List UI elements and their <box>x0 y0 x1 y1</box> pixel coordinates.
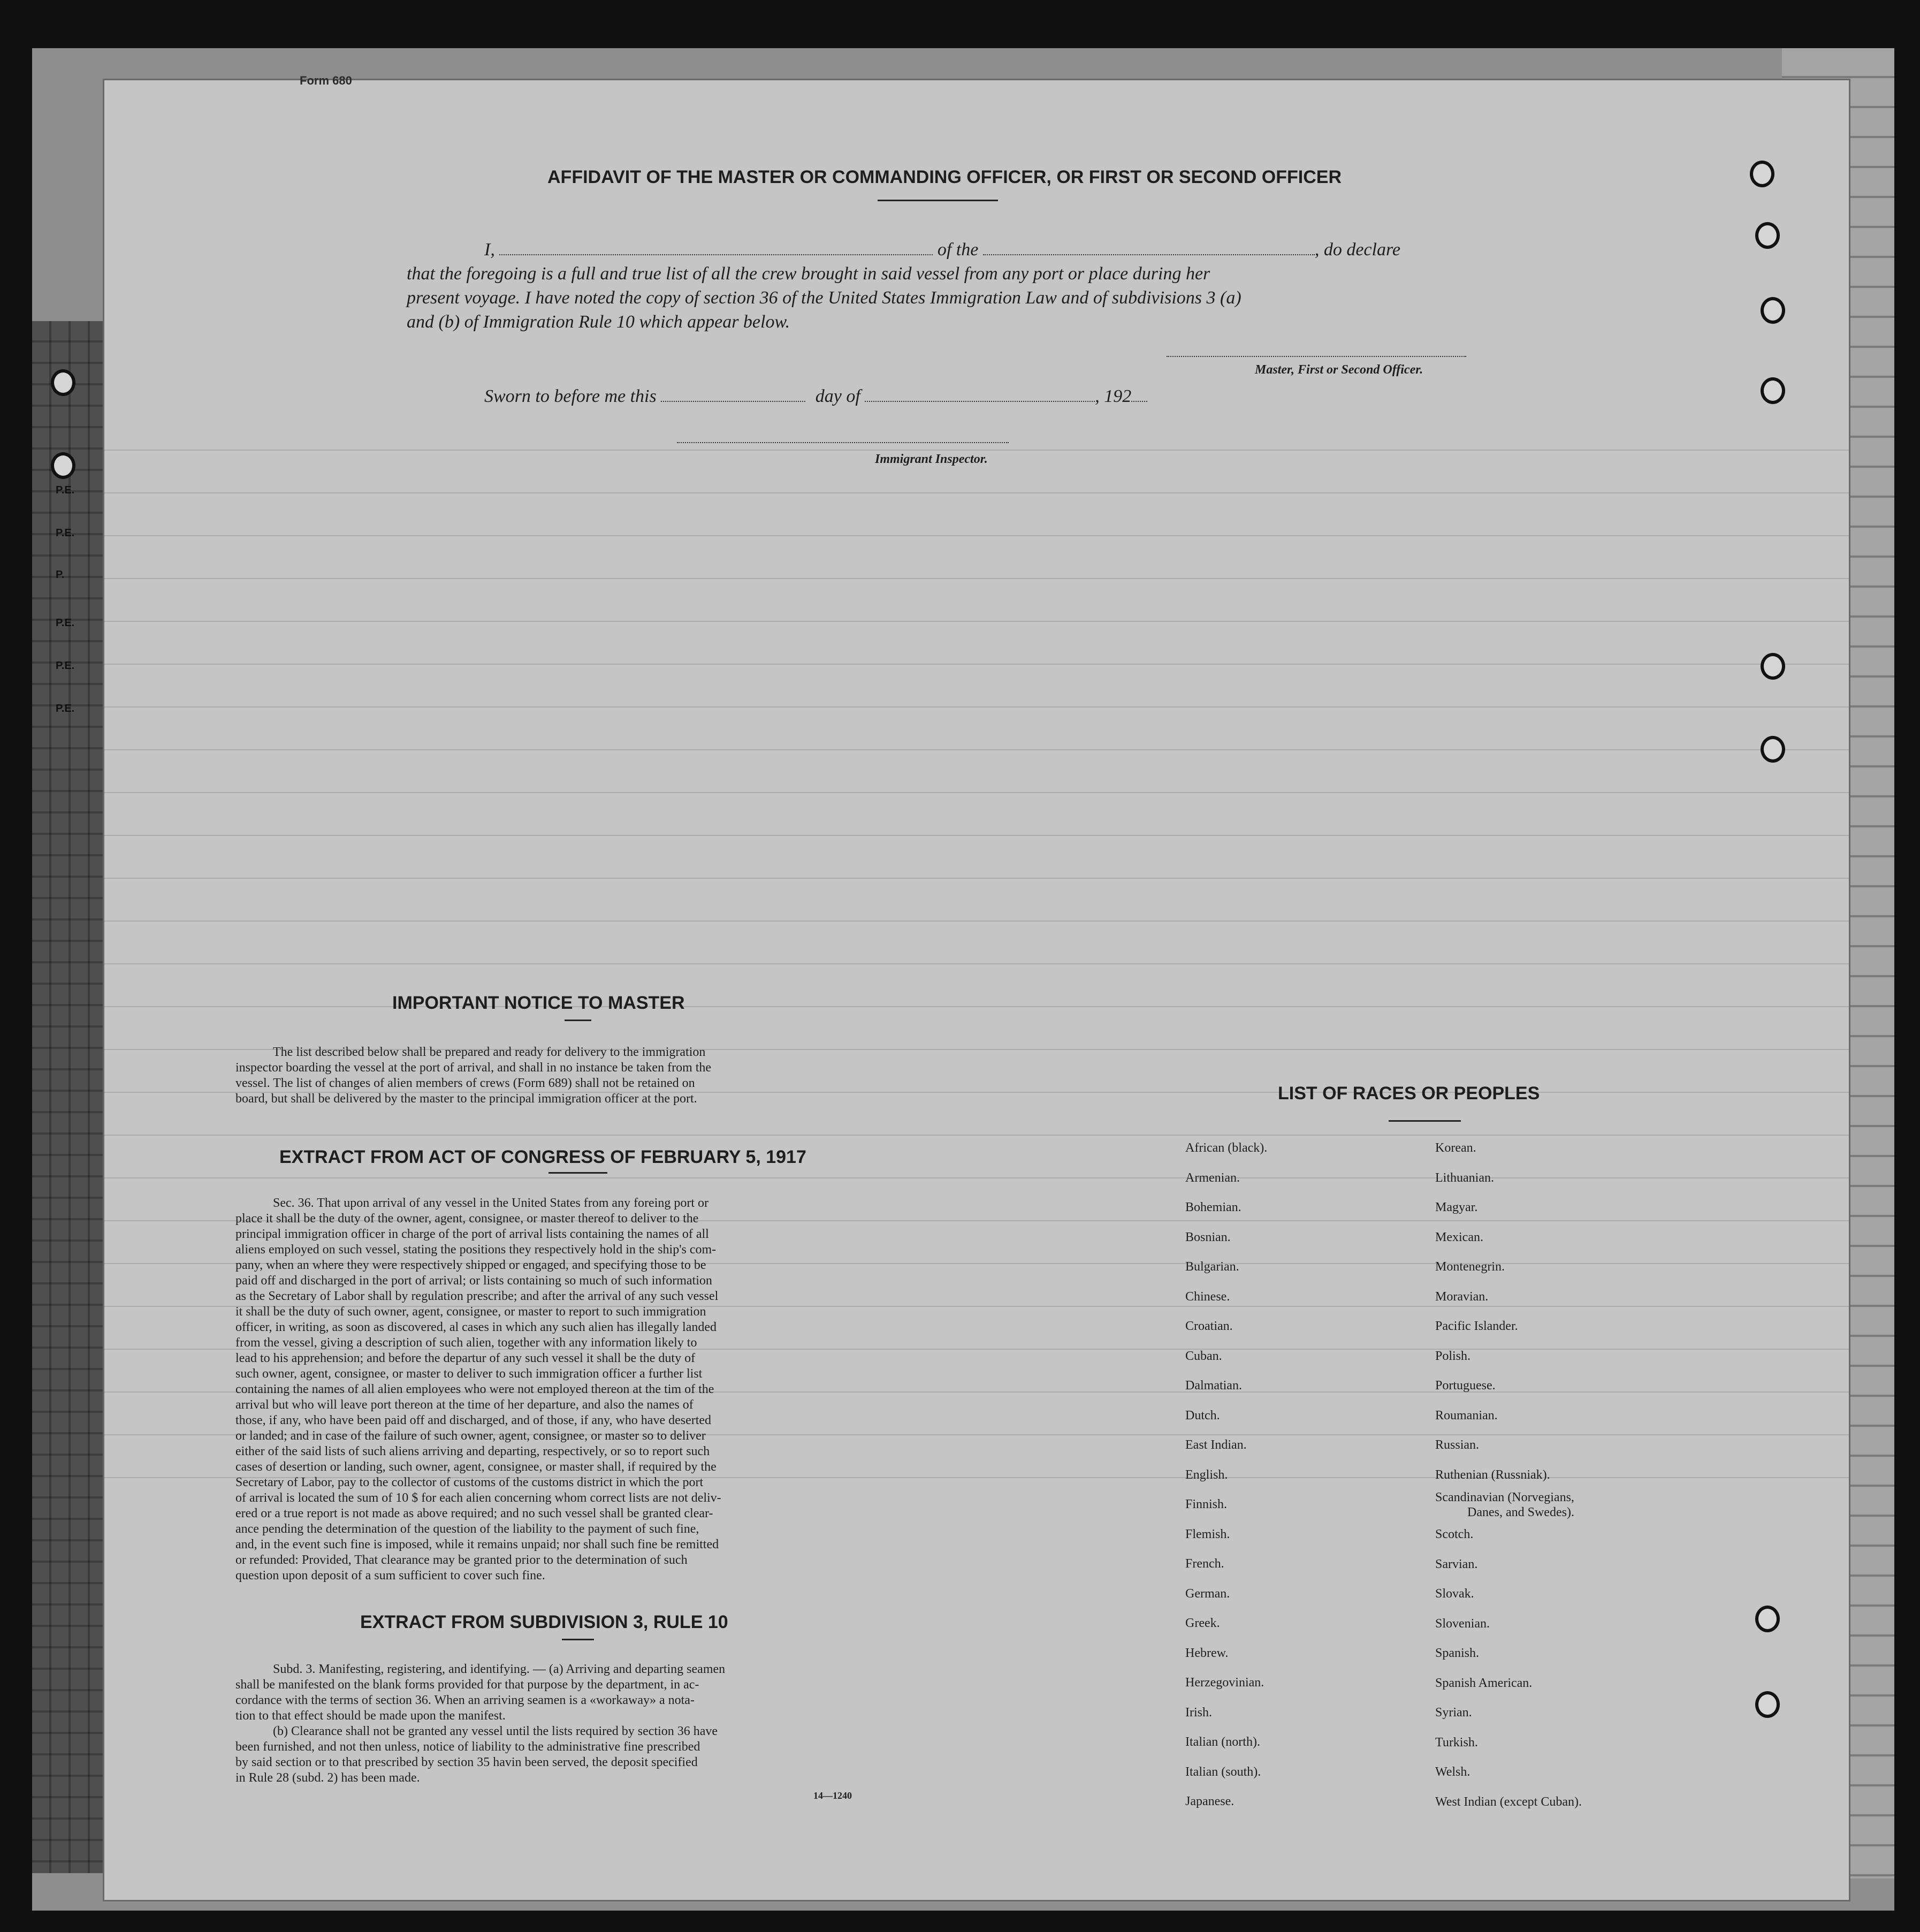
act-line: question upon deposit of a sum sufficient to cover such fine. <box>235 1569 545 1583</box>
race-item: Herzegovinian. <box>1185 1676 1264 1690</box>
race-item: French. <box>1185 1557 1224 1571</box>
rule-line: tion to that effect should be made upon the manifest. <box>235 1709 506 1723</box>
margin-mark: P.E. <box>56 660 75 672</box>
punch-hole-icon <box>1755 222 1780 249</box>
race-item: Flemish. <box>1185 1527 1230 1541</box>
rule-line: by said section or to that prescribed by section 35 havin been served, the deposit specified <box>235 1755 698 1769</box>
punch-hole-icon <box>1755 1691 1780 1718</box>
race-item: Russian. <box>1435 1438 1480 1452</box>
notice-line: vessel. The list of changes of alien members of crews (Form 689) shall not be retained on <box>235 1076 695 1090</box>
race-item: Chinese. <box>1185 1289 1230 1304</box>
margin-mark: P.E. <box>56 484 75 496</box>
act-line: from the vessel, giving a description of such alien, together with any information likely to <box>235 1336 697 1350</box>
rule-divider <box>562 1639 594 1640</box>
title-divider <box>878 200 998 201</box>
race-item: Ruthenian (Russniak). <box>1435 1467 1550 1482</box>
declaration-i: I, <box>484 240 495 260</box>
act-line: those, if any, who have been paid off and discharged, and of those, if any, who have deserted <box>235 1413 712 1427</box>
punch-hole-icon <box>1755 1606 1780 1632</box>
act-extract-heading: EXTRACT FROM ACT OF CONGRESS OF FEBRUARY 5, 1917 <box>279 1147 806 1167</box>
form-number: Form 680 <box>300 74 352 87</box>
margin-mark: P.E. <box>56 527 75 539</box>
sworn-day-field[interactable] <box>661 401 805 402</box>
act-divider <box>548 1172 607 1174</box>
race-item: Bohemian. <box>1185 1200 1241 1214</box>
sworn-line <box>484 384 1147 409</box>
race-item: Spanish. <box>1435 1646 1480 1660</box>
race-item: Italian (south). <box>1185 1764 1261 1779</box>
race-item: Lithuanian. <box>1435 1170 1494 1185</box>
race-item: Armenian. <box>1185 1170 1240 1185</box>
declaration-of-the: of the <box>937 240 979 260</box>
punch-hole-icon <box>1761 377 1785 404</box>
rule-line: shall be manifested on the blank forms provided for that purpose by the department, in ac- <box>235 1678 699 1692</box>
race-item: Cuban. <box>1185 1349 1222 1363</box>
act-line: lead to his apprehension; and before the departur of any such vessel it shall be the duty of <box>235 1351 696 1365</box>
act-line: of arrival is located the sum of 10 $ for each alien concerning whom correct lists are not deliv- <box>235 1491 721 1505</box>
race-item: Scotch. <box>1435 1527 1474 1541</box>
act-line: it shall be the duty of such owner, agent, consignee, or master to report to such immigration <box>235 1305 706 1319</box>
race-item: Polish. <box>1435 1349 1471 1363</box>
act-line: as the Secretary of Labor shall by regulation prescribe; and after the arrival of any such vessel <box>235 1289 719 1303</box>
race-item: Moravian. <box>1435 1289 1489 1304</box>
race-item: Mexican. <box>1435 1230 1483 1244</box>
race-item: Turkish. <box>1435 1735 1478 1750</box>
race-item: Bulgarian. <box>1185 1260 1239 1274</box>
rule-line: (b) Clearance shall not be granted any vessel until the lists required by section 36 have <box>273 1724 718 1738</box>
race-item: Magyar. <box>1435 1200 1478 1214</box>
act-line: paid off and discharged in the port of arrival; or lists containing so much of such information <box>235 1274 712 1288</box>
races-divider <box>1389 1120 1461 1122</box>
race-item: Bosnian. <box>1185 1230 1231 1244</box>
race-item: Japanese. <box>1185 1794 1235 1808</box>
margin-mark: P.E. <box>56 703 75 714</box>
act-line: Sec. 36. That upon arrival of any vessel in the United States from any foreing port or <box>273 1196 709 1210</box>
sworn-year-field[interactable] <box>1131 401 1147 402</box>
race-item: Welsh. <box>1435 1765 1471 1779</box>
punch-hole-icon <box>1761 736 1785 763</box>
punch-hole-icon <box>1761 297 1785 324</box>
act-line: ered or a true report is not made as above required; and no such vessel shall be granted clear- <box>235 1507 713 1520</box>
race-item: Slovenian. <box>1435 1616 1490 1631</box>
declaration-line-3: present voyage. I have noted the copy of section 36 of the United States Immigration Law and of subdivisions 3 (a) <box>407 288 1241 308</box>
declaration-line-4: and (b) of Immigration Rule 10 which appear below. <box>407 312 790 332</box>
vessel-field[interactable] <box>983 254 1315 255</box>
bleed-through-table <box>104 450 1849 1788</box>
act-line: or refunded: Provided, That clearance may be granted prior to the determination of such <box>235 1553 688 1567</box>
rule-line: in Rule 28 (subd. 2) has been made. <box>235 1771 420 1785</box>
act-line: or landed; and in case of the failure of such owner, agent, consignee, or master so to deliver <box>235 1429 706 1443</box>
year-label: , 192 <box>1095 386 1132 406</box>
margin-mark: P. <box>56 569 65 581</box>
name-field[interactable] <box>499 254 933 255</box>
act-line: such owner, agent, consignee, or master to deliver to such immigration officer a further list <box>235 1367 703 1381</box>
rule-line: Subd. 3. Manifesting, registering, and identifying. — (a) Arriving and departing seamen <box>273 1662 726 1676</box>
race-item: Dalmatian. <box>1185 1379 1242 1393</box>
notice-text <box>235 1045 883 1107</box>
race-item: Korean. <box>1435 1141 1476 1155</box>
race-item: Sarvian. <box>1435 1557 1478 1571</box>
rule-extract-heading: EXTRACT FROM SUBDIVISION 3, RULE 10 <box>360 1612 728 1632</box>
race-item: Portuguese. <box>1435 1379 1496 1393</box>
act-line: either of the said lists of such aliens arriving and departing, respectively, or so to report such <box>235 1444 710 1458</box>
race-item: Roumanian. <box>1435 1408 1498 1423</box>
act-line: Secretary of Labor, pay to the collector of customs of the customs district in which the port <box>235 1475 704 1489</box>
race-item: Danes, and Swedes). <box>1467 1505 1574 1519</box>
notice-heading: IMPORTANT NOTICE TO MASTER <box>392 993 685 1013</box>
race-item: Spanish American. <box>1435 1676 1533 1690</box>
act-line: pany, when an where they were respectively shipped or engaged, and specifying those to be <box>235 1258 706 1272</box>
act-line: ance pending the determination of the question of the liability to the payment of such fine, <box>235 1522 699 1536</box>
punch-hole-icon <box>1761 653 1785 680</box>
punch-hole-icon <box>51 369 75 396</box>
race-item: African (black). <box>1185 1141 1268 1155</box>
race-item: Croatian. <box>1185 1319 1233 1333</box>
master-signature-label: Master, First or Second Officer. <box>1255 363 1423 377</box>
inspector-signature-line[interactable] <box>677 442 1009 443</box>
race-item: Syrian. <box>1435 1706 1472 1720</box>
sworn-label: Sworn to before me this <box>484 386 657 406</box>
notice-line: inspector boarding the vessel at the port of arrival, and shall in no instance be taken from the <box>235 1061 712 1075</box>
sworn-month-field[interactable] <box>865 401 1095 402</box>
master-signature-line[interactable] <box>1167 356 1466 357</box>
act-line: officer, in writing, as soon as discovered, al cases in which any such alien has illegally landed <box>235 1320 717 1334</box>
act-line: cases of desertion or landing, such owner, agent, consignee, or master shall, if required by the <box>235 1460 717 1474</box>
rule-text <box>235 1662 883 1786</box>
act-line: containing the names of all alien employees who were not employed thereon at the tim of the <box>235 1382 714 1396</box>
act-text <box>235 1196 883 1584</box>
race-item: Slovak. <box>1435 1587 1474 1601</box>
act-line: principal immigration officer in charge of the port of arrival lists containing the names of all <box>235 1227 709 1241</box>
declaration-line-2: that the foregoing is a full and true list of all the crew brought in said vessel from any port or place during her <box>407 264 1210 284</box>
declaration-do-declare: , do declare <box>1314 240 1401 260</box>
race-item: West Indian (except Cuban). <box>1435 1794 1582 1809</box>
print-code: 14—1240 <box>813 1790 852 1801</box>
race-item: German. <box>1185 1586 1230 1601</box>
act-line: and, in the event such fine is imposed, while it remains unpaid; nor shall such fine be remitted <box>235 1538 719 1551</box>
notice-line: board, but shall be delivered by the master to the principal immigration officer at the port. <box>235 1092 697 1106</box>
races-left-column <box>1185 1134 1267 1817</box>
act-line: place it shall be the duty of the owner, agent, consignee, or master thereof to deliver to the <box>235 1212 699 1226</box>
race-item: Finnish. <box>1185 1497 1228 1511</box>
act-line: arrival but who will leave port thereon at the time of her departure, and also the names of <box>235 1398 694 1412</box>
rule-line: been furnished, and not then unless, notice of liability to the administrative fine prescribed <box>235 1740 700 1754</box>
race-item: Italian (north). <box>1185 1735 1260 1749</box>
race-item: Greek. <box>1185 1616 1220 1630</box>
races-heading: LIST OF RACES OR PEOPLES <box>1278 1083 1540 1104</box>
race-item: Irish. <box>1185 1705 1212 1720</box>
margin-mark: P.E. <box>56 617 75 629</box>
punch-hole-icon <box>1750 161 1774 187</box>
punch-hole-icon <box>51 452 75 479</box>
race-item: English. <box>1185 1467 1228 1482</box>
notice-divider <box>565 1020 591 1021</box>
inspector-signature-label: Immigrant Inspector. <box>875 452 988 466</box>
races-right-column <box>1435 1134 1582 1817</box>
declaration-line-1 <box>484 238 1472 262</box>
race-item: Dutch. <box>1185 1408 1220 1423</box>
rule-line: cordance with the terms of section 36. When an arriving seamen is a «workaway» a nota- <box>235 1693 695 1707</box>
notice-line: The list described below shall be prepared and ready for delivery to the immigration <box>273 1045 706 1059</box>
race-item: Montenegrin. <box>1435 1260 1505 1274</box>
act-line: aliens employed on such vessel, stating the positions they respectively hold in the ship's com- <box>235 1243 717 1257</box>
affidavit-title: AFFIDAVIT OF THE MASTER OR COMMANDING OFFICER, OR FIRST OR SECOND OFFICER <box>547 167 1342 187</box>
race-item: Scandinavian (Norvegians, <box>1435 1490 1574 1504</box>
race-item: Pacific Islander. <box>1435 1319 1518 1333</box>
race-item: East Indian. <box>1185 1438 1247 1452</box>
day-of-label: day of <box>815 386 860 406</box>
race-item: Hebrew. <box>1185 1646 1229 1660</box>
